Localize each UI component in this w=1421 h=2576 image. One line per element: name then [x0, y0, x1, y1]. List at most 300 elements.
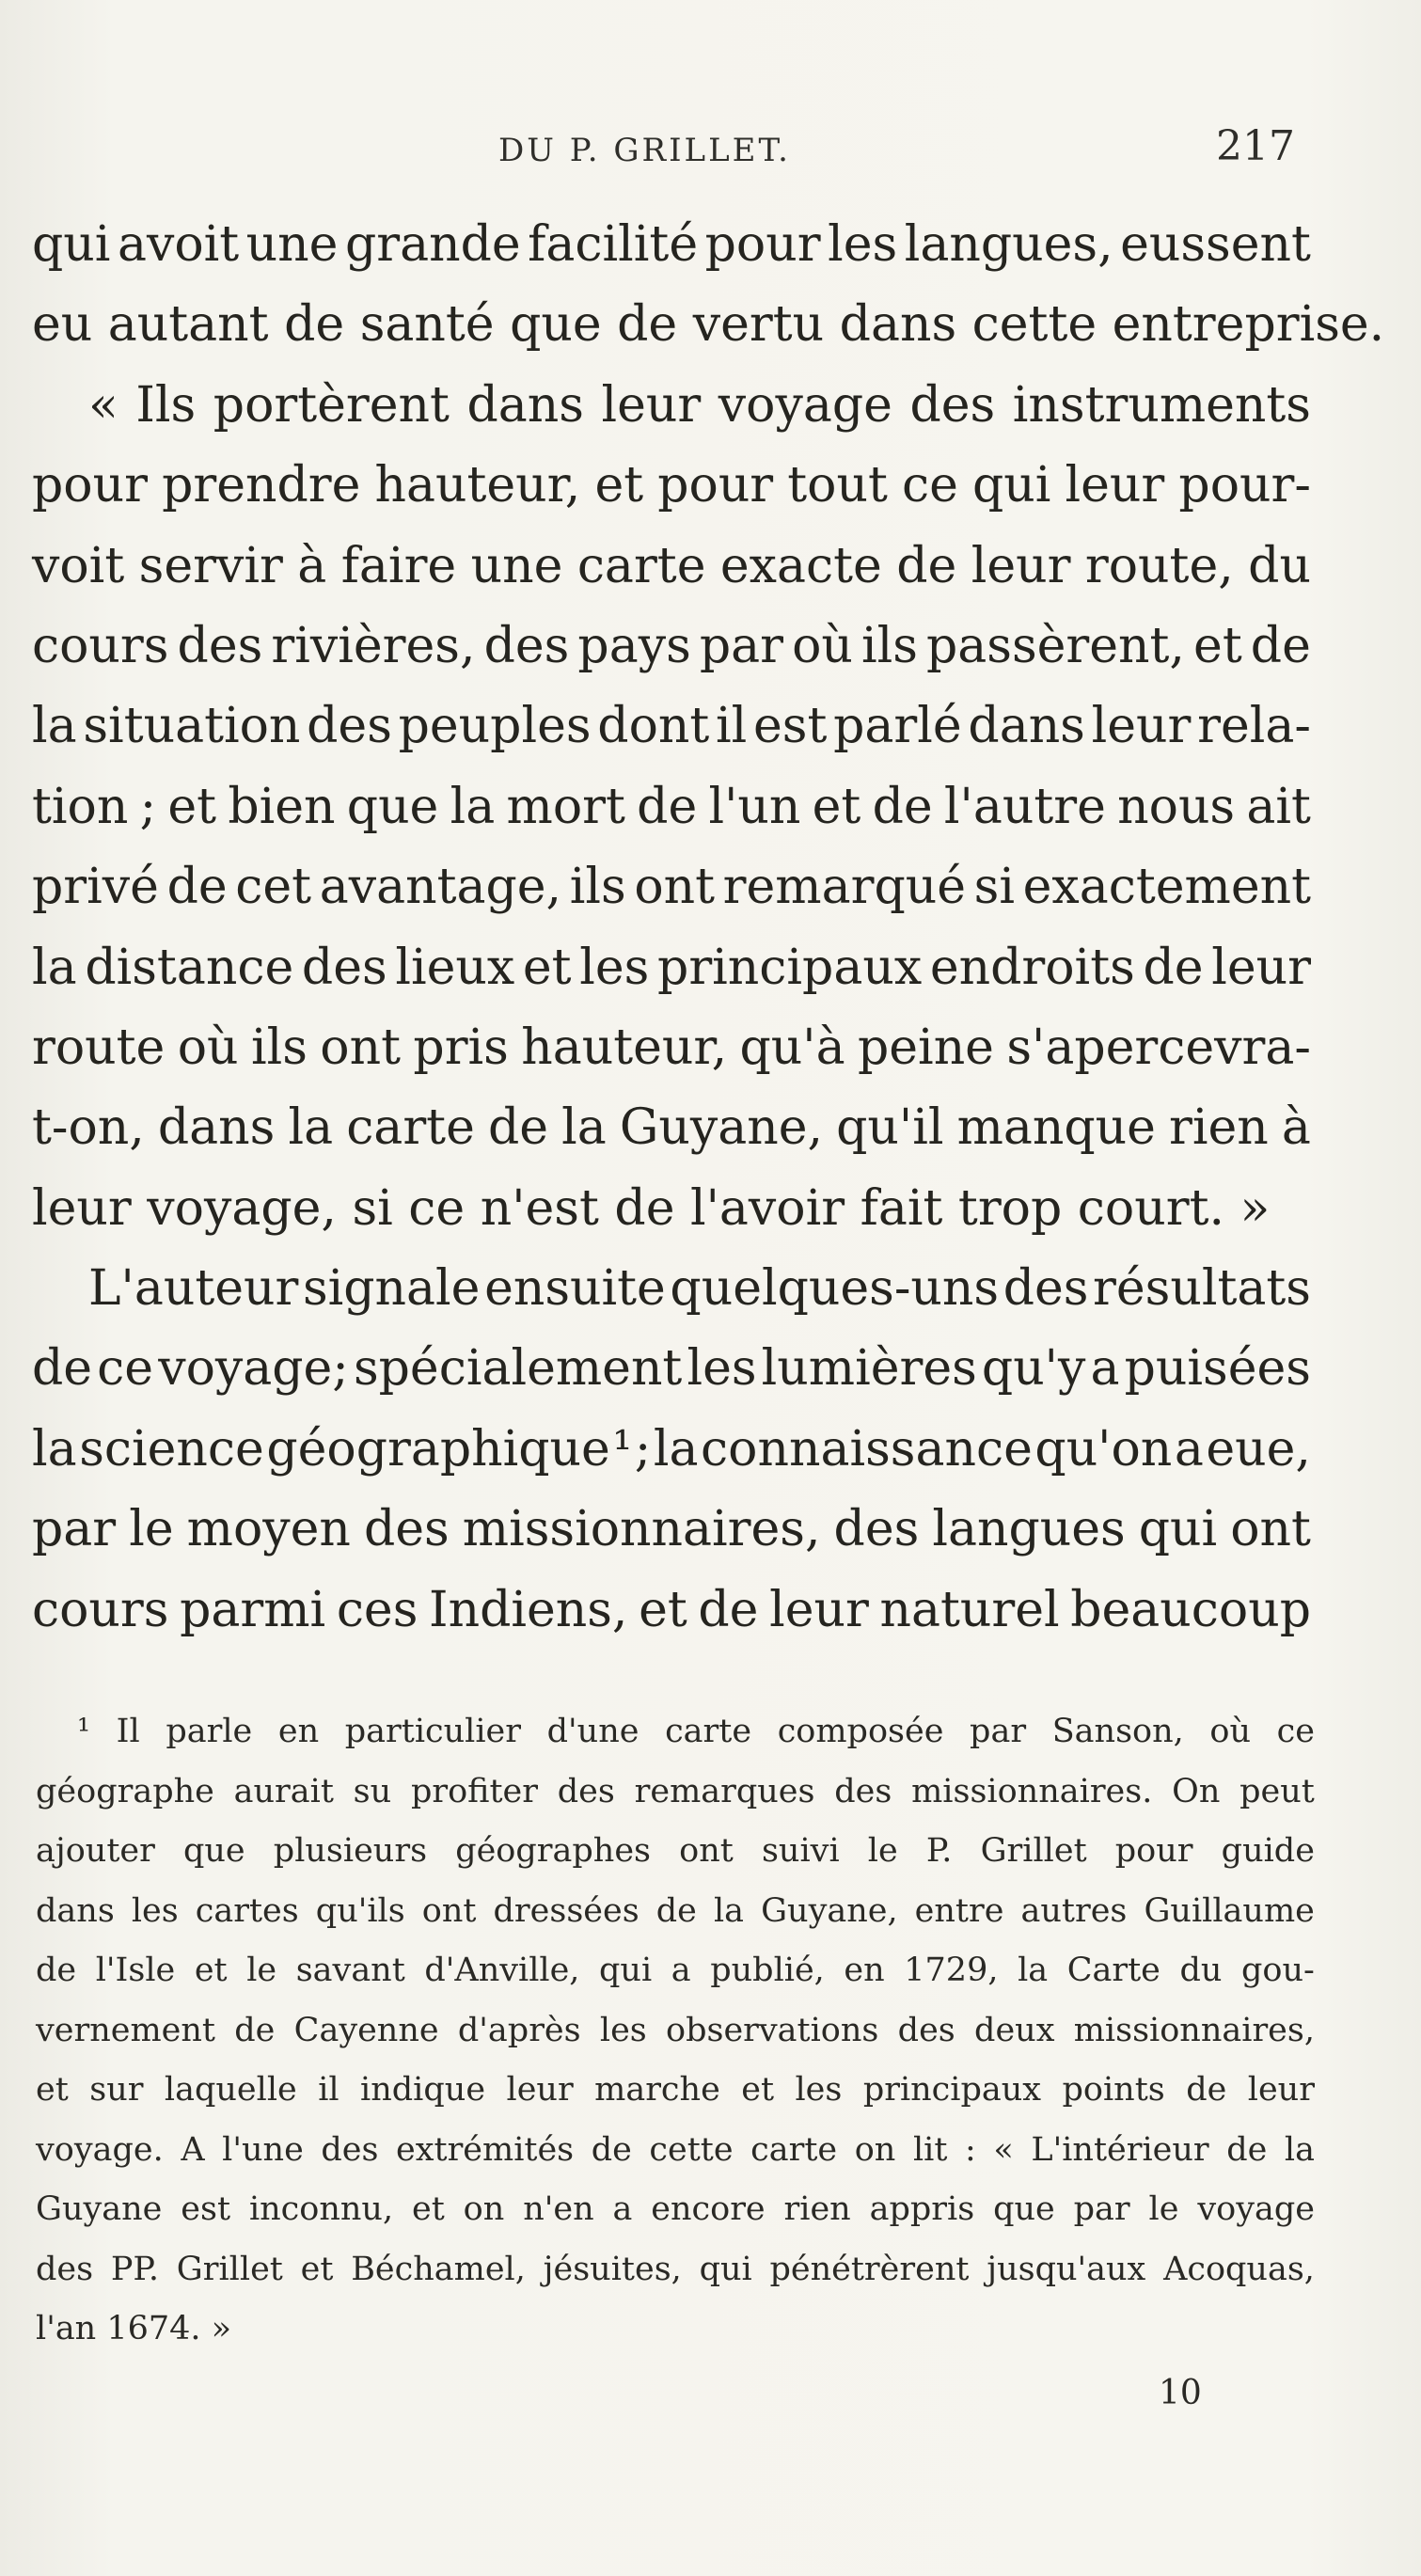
word: de: [637, 778, 698, 835]
word: carte: [750, 2130, 838, 2169]
word: et: [36, 2071, 69, 2109]
word: a: [1174, 1420, 1204, 1478]
word: dans: [157, 1099, 276, 1157]
word: rien: [783, 2190, 851, 2228]
word: puisées: [1124, 1340, 1311, 1398]
word: d'une: [546, 1713, 639, 1750]
word: Acoquas,: [1163, 2250, 1315, 2288]
word: manque: [956, 1099, 1156, 1157]
word: ont: [634, 859, 716, 916]
word: les: [828, 216, 898, 273]
word: géographique: [266, 1420, 610, 1478]
word: pour: [32, 457, 148, 514]
word: parmi: [180, 1581, 326, 1638]
word: et: [300, 2250, 334, 2288]
word: pour-: [1178, 457, 1311, 514]
word: leur: [601, 376, 702, 434]
word: de: [591, 2130, 632, 2169]
word: dans: [968, 698, 1085, 755]
word: qu'il: [836, 1099, 944, 1157]
page-header: [0, 122, 1421, 179]
text-line: [32, 205, 1311, 285]
word: et: [522, 939, 572, 996]
word: mort: [506, 778, 625, 835]
word: l'Isle: [95, 1952, 176, 1989]
word: l'un: [708, 778, 801, 835]
word: leur: [769, 1581, 869, 1638]
word: et: [412, 2190, 445, 2228]
word: Indiens,: [429, 1581, 628, 1638]
word: nous: [1117, 778, 1236, 835]
word: principaux: [862, 2071, 1042, 2109]
word: des: [363, 1501, 450, 1558]
text-line: [32, 687, 1311, 766]
word: Sanson,: [1051, 1713, 1184, 1750]
word: de: [166, 859, 228, 916]
word: que: [182, 1832, 245, 1870]
word: peuples: [398, 698, 592, 755]
text-line: [32, 446, 1311, 526]
word: qui: [972, 457, 1051, 514]
word: des: [909, 376, 996, 434]
word: Guyane: [36, 2190, 163, 2228]
word: leur: [1091, 698, 1192, 755]
word: :: [964, 2130, 976, 2169]
word: voit: [32, 537, 125, 594]
footnote-line: l'an 1674. »: [36, 2310, 232, 2347]
word: rela-: [1197, 698, 1311, 755]
word: exacte: [719, 537, 882, 594]
word: par: [1073, 2190, 1130, 2228]
word: gou-: [1241, 1952, 1315, 1989]
text-line: [32, 1008, 1311, 1088]
word: remarques: [634, 1772, 815, 1810]
word: L'auteur: [88, 1260, 299, 1318]
word: des: [1003, 1260, 1089, 1318]
text-line: [32, 527, 1311, 607]
word: entre: [914, 1891, 1004, 1930]
word: qu'ils: [315, 1891, 405, 1930]
word: les: [579, 939, 650, 996]
word: où: [1209, 1713, 1252, 1750]
word: de: [36, 1952, 77, 1989]
footnote-line: [36, 2061, 1315, 2121]
word: pays: [577, 617, 691, 674]
word: s'apercevra-: [1006, 1019, 1311, 1076]
word: des: [177, 617, 263, 674]
word: extrémités: [396, 2130, 575, 2169]
word: de: [896, 537, 957, 594]
text-line: [32, 1329, 1311, 1409]
word: du: [1248, 537, 1311, 594]
word: Il: [116, 1713, 140, 1750]
word: ajouter: [36, 1832, 155, 1870]
word: que: [993, 2190, 1055, 2228]
word: principaux: [657, 939, 923, 996]
word: ont: [421, 1891, 477, 1930]
word: cartes: [195, 1891, 299, 1930]
word: géographe: [36, 1772, 214, 1810]
word: route: [32, 1019, 166, 1076]
word: pour: [657, 457, 774, 514]
word: voyage: [1197, 2190, 1315, 2228]
word: ils: [250, 1019, 308, 1076]
word: lit: [912, 2130, 948, 2169]
word: de: [698, 1581, 759, 1638]
word: lieux: [395, 939, 515, 996]
word: plusieurs: [273, 1832, 428, 1870]
word: leur: [506, 2071, 574, 2109]
word: points: [1062, 2071, 1165, 2109]
word: quelques-uns: [670, 1260, 1000, 1318]
word: publié,: [710, 1952, 825, 1989]
word: encore: [651, 2190, 766, 2228]
word: pour: [704, 216, 821, 273]
word: et: [167, 778, 217, 835]
word: situation: [83, 698, 301, 755]
word: L'intérieur: [1031, 2130, 1209, 2169]
text-line: [32, 1088, 1311, 1168]
main-text: [32, 205, 1385, 1651]
word: cette: [649, 2130, 734, 2169]
word: cet: [235, 859, 312, 916]
word: l'autre: [943, 778, 1106, 835]
footnote-line: [36, 1941, 1315, 2001]
word: résultats: [1093, 1260, 1311, 1318]
word: qu'on: [1034, 1420, 1173, 1478]
text-line: [32, 366, 1311, 446]
footnote-line: [36, 1882, 1315, 1942]
page-number: 217: [1216, 122, 1295, 170]
word: peine: [858, 1019, 994, 1076]
word: du: [1179, 1952, 1223, 1989]
word: ensuite: [484, 1260, 666, 1318]
word: particulier: [344, 1713, 521, 1750]
word: indique: [360, 2071, 486, 2109]
word: passèrent,: [925, 617, 1185, 674]
word: suivi: [761, 1832, 840, 1870]
word: dans: [36, 1891, 115, 1930]
word: les: [131, 1891, 179, 1930]
text-line: leur voyage, si ce n'est de l'avoir fait trop court. »: [32, 1179, 1271, 1237]
word: d'après: [457, 2011, 581, 2049]
word: carte: [346, 1099, 475, 1157]
footnote-line: [36, 2180, 1315, 2240]
word: en: [277, 1713, 320, 1750]
word: ait: [1246, 778, 1311, 835]
word: servir: [138, 537, 283, 594]
word: Grillet: [176, 2250, 283, 2288]
word: pénétrèrent: [769, 2250, 970, 2288]
word: missionnaires.: [911, 1772, 1153, 1810]
word: des: [301, 939, 387, 996]
word: appris: [869, 2190, 975, 2228]
word: facilité: [528, 216, 699, 273]
word: à: [1281, 1099, 1311, 1157]
word: instruments: [1012, 376, 1311, 434]
word: de: [872, 778, 933, 835]
word: il: [716, 698, 748, 755]
word: Guyane,: [761, 1891, 898, 1930]
word: a: [1090, 1340, 1120, 1398]
word: la: [32, 1420, 77, 1478]
word: la: [561, 1099, 607, 1157]
word: de: [655, 1891, 697, 1930]
word: langues: [932, 1501, 1126, 1558]
word: langues,: [904, 216, 1113, 273]
text-line: [32, 1410, 1311, 1490]
word: la: [1018, 1952, 1049, 1989]
word: en: [844, 1952, 885, 1989]
word: guide: [1221, 1832, 1315, 1870]
word: et: [194, 1952, 228, 1989]
word: ont: [1230, 1501, 1311, 1558]
word: où: [177, 1019, 239, 1076]
footnote-line: [36, 2240, 1315, 2300]
word: su: [353, 1772, 392, 1810]
word: jésuites,: [543, 2250, 682, 2288]
word: parlé: [833, 698, 962, 755]
word: les: [599, 2011, 647, 2049]
word: voyage: [718, 376, 892, 434]
word: qui: [32, 216, 111, 273]
text-line: [32, 1249, 1311, 1329]
word: que: [346, 778, 439, 835]
word: a: [671, 1952, 691, 1989]
word: de: [1143, 939, 1204, 996]
word: rivières,: [271, 617, 476, 674]
word: composée: [777, 1713, 944, 1750]
word: l'une: [222, 2130, 304, 2169]
word: leur: [1247, 2071, 1315, 2109]
word: par: [970, 1713, 1027, 1750]
word: la: [32, 698, 77, 755]
word: profiter: [410, 1772, 538, 1810]
word: des: [897, 2011, 955, 2049]
word: remarqué: [722, 859, 967, 916]
word: ont: [320, 1019, 401, 1076]
word: «: [88, 376, 118, 434]
word: ¹: [612, 1420, 633, 1478]
word: rien: [1169, 1099, 1269, 1157]
word: laquelle: [164, 2071, 297, 2109]
word: ce: [97, 1340, 154, 1398]
word: autres: [1020, 1891, 1128, 1930]
word: n'en: [523, 2190, 594, 2228]
word: parle: [166, 1713, 253, 1750]
word: les: [795, 2071, 843, 2109]
text-line: [32, 847, 1311, 927]
word: géographes: [455, 1832, 651, 1870]
word: grande: [344, 216, 521, 273]
word: a: [612, 2190, 633, 2228]
word: sur: [89, 2071, 144, 2109]
word: ce: [901, 457, 958, 514]
word: prendre: [162, 457, 361, 514]
word: et: [741, 2071, 775, 2109]
word: la: [1284, 2130, 1315, 2169]
word: des: [833, 1501, 920, 1558]
word: Ils: [135, 376, 197, 434]
text-line: [32, 928, 1311, 1008]
word: P.: [925, 1832, 953, 1870]
word: dont: [597, 698, 710, 755]
word: des: [834, 1772, 892, 1810]
word: ils: [569, 859, 626, 916]
word: 1729,: [904, 1952, 999, 1989]
word: t-on,: [32, 1099, 145, 1157]
word: qu'y: [981, 1340, 1086, 1398]
word: est: [753, 698, 828, 755]
word: des: [557, 1772, 615, 1810]
word: la: [288, 1099, 334, 1157]
word: voyage;: [158, 1340, 349, 1398]
word: et: [639, 1581, 687, 1638]
word: d'Anville,: [424, 1952, 580, 1989]
word: de: [1186, 2071, 1227, 2109]
word: cours: [32, 1581, 169, 1638]
word: ont: [679, 1832, 734, 1870]
text-line: [32, 1490, 1311, 1570]
word: ces: [336, 1581, 418, 1638]
word: PP.: [110, 2250, 160, 2288]
word: route,: [1084, 537, 1234, 594]
word: la: [713, 1891, 745, 1930]
word: science: [79, 1420, 264, 1478]
word: peut: [1239, 1772, 1315, 1810]
word: ;: [634, 1420, 652, 1478]
word: avoit: [117, 216, 240, 273]
word: vernement: [36, 2011, 215, 2049]
word: à: [297, 537, 327, 594]
word: faire: [340, 537, 457, 594]
word: est: [181, 2190, 231, 2228]
word: de: [1226, 2130, 1268, 2169]
word: et: [812, 778, 861, 835]
word: le: [246, 1952, 277, 1989]
word: qui: [699, 2250, 752, 2288]
word: une: [470, 537, 563, 594]
word: observations: [666, 2011, 879, 2049]
word: A: [181, 2130, 205, 2169]
word: endroits: [929, 939, 1135, 996]
word: ils: [860, 617, 918, 674]
footnote-line: [36, 1822, 1315, 1882]
word: il: [318, 2071, 339, 2109]
word: le: [129, 1501, 174, 1558]
word: carte: [576, 537, 706, 594]
word: bien: [228, 778, 336, 835]
word: hauteur,: [521, 1019, 728, 1076]
word: tout: [787, 457, 888, 514]
word: les: [687, 1340, 757, 1398]
word: moyen: [186, 1501, 351, 1558]
word: tion: [32, 778, 129, 835]
signature-mark: 10: [1159, 2374, 1202, 2412]
word: hauteur,: [374, 457, 581, 514]
word: où: [792, 617, 853, 674]
word: On: [1172, 1772, 1221, 1810]
word: la: [450, 778, 496, 835]
footnote-line: [36, 2001, 1315, 2062]
word: lumières: [761, 1340, 977, 1398]
word: ¹: [77, 1713, 91, 1750]
word: la: [32, 939, 77, 996]
word: voyage.: [36, 2130, 164, 2169]
word: Béchamel,: [351, 2250, 526, 2288]
word: signale: [302, 1260, 481, 1318]
word: leur: [971, 537, 1071, 594]
word: des: [483, 617, 570, 674]
word: naturel: [879, 1581, 1060, 1638]
word: connaissance: [701, 1420, 1033, 1478]
word: et: [594, 457, 644, 514]
footnote-line: [36, 2121, 1315, 2181]
word: portèrent: [213, 376, 450, 434]
word: Carte: [1066, 1952, 1160, 1989]
footnote-line: [36, 1702, 1315, 1762]
word: qui: [599, 1952, 653, 1989]
text-line: [32, 767, 1311, 847]
word: inconnu,: [248, 2190, 394, 2228]
word: spécialement: [353, 1340, 683, 1398]
word: on: [854, 2130, 896, 2169]
word: qu'à: [739, 1019, 845, 1076]
word: missionnaires,: [462, 1501, 821, 1558]
word: beaucoup: [1070, 1581, 1311, 1638]
word: par: [699, 617, 783, 674]
word: par: [32, 1501, 117, 1558]
word: pris: [413, 1019, 509, 1076]
text-line: [32, 607, 1311, 687]
word: avantage,: [319, 859, 562, 916]
word: qui: [1138, 1501, 1218, 1558]
word: de: [1250, 617, 1311, 674]
word: de: [32, 1340, 93, 1398]
word: cours: [32, 617, 169, 674]
word: Guyane,: [619, 1099, 824, 1157]
word: Guillaume: [1144, 1891, 1315, 1930]
word: de: [487, 1099, 548, 1157]
text-line: eu autant de santé que de vertu dans cette entreprise.: [32, 296, 1385, 354]
text-line: [32, 1571, 1311, 1651]
word: «: [993, 2130, 1014, 2169]
word: ;: [139, 778, 157, 835]
word: et: [1193, 617, 1242, 674]
word: on: [463, 2190, 505, 2228]
word: missionnaires,: [1073, 2011, 1315, 2049]
word: carte: [665, 1713, 752, 1750]
word: des: [321, 2130, 379, 2169]
word: Cayenne: [293, 2011, 439, 2049]
footnote: [36, 1702, 1315, 2360]
word: dressées: [493, 1891, 639, 1930]
running-title: DU P. GRILLET.: [498, 132, 791, 169]
word: dans: [466, 376, 584, 434]
word: si: [973, 859, 1015, 916]
word: le: [1148, 2190, 1179, 2228]
word: Grillet: [980, 1832, 1087, 1870]
word: leur: [1065, 457, 1165, 514]
word: des: [36, 2250, 94, 2288]
word: eussent: [1120, 216, 1311, 273]
word: exactement: [1022, 859, 1311, 916]
word: leur: [1211, 939, 1311, 996]
word: marche: [594, 2071, 720, 2109]
word: aurait: [233, 1772, 334, 1810]
word: le: [867, 1832, 898, 1870]
word: privé: [32, 859, 159, 916]
